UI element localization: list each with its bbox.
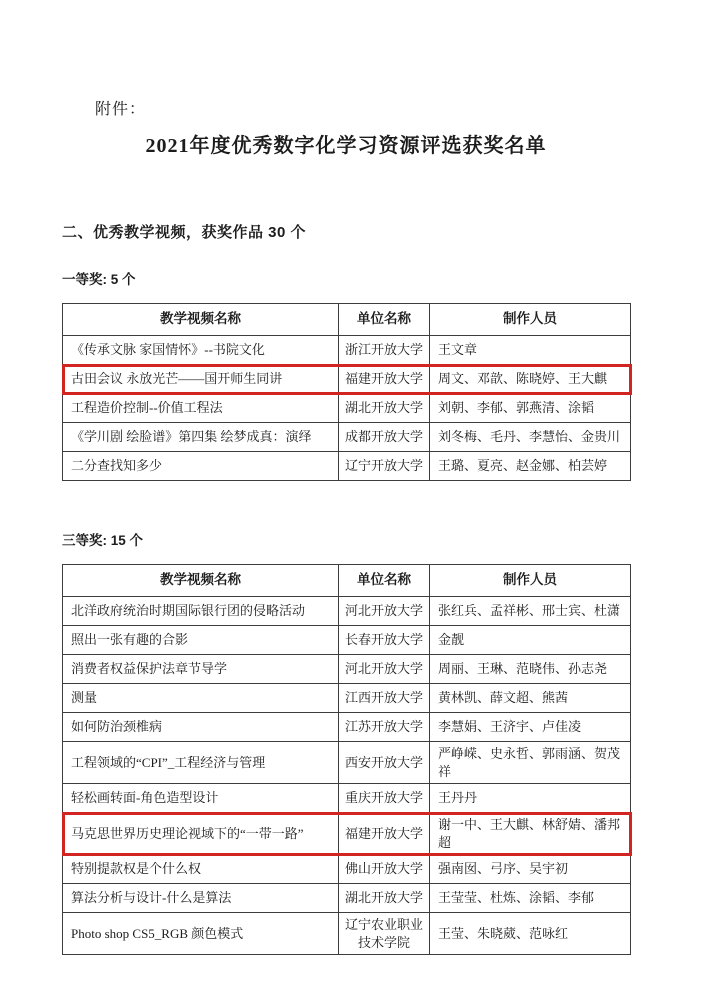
staff-cell: 黄林凯、薛文超、熊茜: [430, 684, 631, 713]
unit-name-cell: 辽宁农业职业技术学院: [339, 913, 430, 955]
video-name-cell: 《学川剧 绘脸谱》第四集 绘梦成真：演绎: [63, 423, 339, 452]
table-header-row: [63, 304, 631, 336]
table-row: [63, 855, 631, 884]
video-name-cell: 测量: [63, 684, 339, 713]
video-name-cell: 《传承文脉 家国情怀》--书院文化: [63, 336, 339, 365]
column-header-video: 教学视频名称: [63, 304, 339, 336]
first-prize-heading: 一等奖: 5 个: [62, 272, 136, 287]
unit-name-cell: 浙江开放大学: [339, 336, 430, 365]
unit-name-cell: 佛山开放大学: [339, 855, 430, 884]
table-row-highlighted: [63, 365, 631, 394]
column-header-staff: 制作人员: [430, 304, 631, 336]
video-name-cell: 工程造价控制--价值工程法: [63, 394, 339, 423]
table-row: [63, 884, 631, 913]
table-row: [63, 742, 631, 784]
video-name-cell: 特别提款权是个什么权: [63, 855, 339, 884]
video-name-cell: 古田会议 永放光芒——国开师生同讲: [63, 365, 339, 394]
unit-name-cell: 湖北开放大学: [339, 884, 430, 913]
video-name-cell: 二分查找知多少: [63, 452, 339, 481]
column-header-unit: 单位名称: [339, 304, 430, 336]
unit-name-cell: 成都开放大学: [339, 423, 430, 452]
column-header-video: 教学视频名称: [63, 565, 339, 597]
section-heading: 二、优秀教学视频，获奖作品 30 个: [62, 224, 307, 241]
unit-name-cell: 西安开放大学: [339, 742, 430, 784]
staff-cell: 王莹莹、杜炼、涂韬、李郁: [430, 884, 631, 913]
unit-name-cell: 重庆开放大学: [339, 784, 430, 813]
video-name-cell: 照出一张有趣的合影: [63, 626, 339, 655]
staff-cell: 严峥嵘、史永哲、郭雨涵、贺茂祥: [430, 742, 631, 784]
staff-cell: 刘朝、李郁、郭燕清、涂韬: [430, 394, 631, 423]
staff-cell: 刘冬梅、毛丹、李慧怡、金贵川: [430, 423, 631, 452]
unit-name-cell: 江西开放大学: [339, 684, 430, 713]
staff-cell: 张红兵、孟祥彬、邢士宾、杜潇: [430, 597, 631, 626]
page-title: 2021年度优秀数字化学习资源评选获奖名单: [145, 135, 547, 157]
table-row: [63, 713, 631, 742]
table-row: [63, 784, 631, 813]
unit-name-cell: 湖北开放大学: [339, 394, 430, 423]
video-name-cell: 轻松画转面-角色造型设计: [63, 784, 339, 813]
video-name-cell: 马克思世界历史理论视域下的“一带一路”: [63, 813, 339, 855]
attachment-label: 附件：: [95, 101, 147, 118]
video-name-cell: 北洋政府统治时期国际银行团的侵略活动: [63, 597, 339, 626]
video-name-cell: 如何防治颈椎病: [63, 713, 339, 742]
staff-cell: 李慧娟、王济宇、卢佳凌: [430, 713, 631, 742]
unit-name-cell: 河北开放大学: [339, 655, 430, 684]
staff-cell: 王丹丹: [430, 784, 631, 813]
table-row-highlighted: [63, 813, 631, 855]
staff-cell: 谢一中、王大麒、林舒婧、潘邦超: [430, 813, 631, 855]
staff-cell: 王璐、夏亮、赵金娜、柏芸婷: [430, 452, 631, 481]
table-row: [63, 423, 631, 452]
table-row: [63, 655, 631, 684]
table-row: [63, 394, 631, 423]
staff-cell: 王莹、朱晓葳、范咏红: [430, 913, 631, 955]
staff-cell: 金靓: [430, 626, 631, 655]
third-prize-table: [62, 564, 631, 955]
staff-cell: 王文章: [430, 336, 631, 365]
column-header-staff: 制作人员: [430, 565, 631, 597]
video-name-cell: 算法分析与设计-什么是算法: [63, 884, 339, 913]
unit-name-cell: 江苏开放大学: [339, 713, 430, 742]
unit-name-cell: 福建开放大学: [339, 813, 430, 855]
staff-cell: 强南囡、弓序、吴宇初: [430, 855, 631, 884]
third-prize-heading: 三等奖: 15 个: [62, 533, 144, 548]
unit-name-cell: 辽宁开放大学: [339, 452, 430, 481]
first-prize-table: [62, 303, 631, 481]
unit-name-cell: 福建开放大学: [339, 365, 430, 394]
table-row: [63, 336, 631, 365]
video-name-cell: Photo shop CS5_RGB 颜色模式: [63, 913, 339, 955]
table-row: [63, 452, 631, 481]
staff-cell: 周丽、王琳、范晓伟、孙志尧: [430, 655, 631, 684]
column-header-unit: 单位名称: [339, 565, 430, 597]
table-row: [63, 913, 631, 955]
table-header-row: [63, 565, 631, 597]
unit-name-cell: 河北开放大学: [339, 597, 430, 626]
table-row: [63, 597, 631, 626]
table-row: [63, 626, 631, 655]
table-row: [63, 684, 631, 713]
video-name-cell: 消费者权益保护法章节导学: [63, 655, 339, 684]
staff-cell: 周文、邓歆、陈晓婷、王大麒: [430, 365, 631, 394]
unit-name-cell: 长春开放大学: [339, 626, 430, 655]
video-name-cell: 工程领域的“CPI”_工程经济与管理: [63, 742, 339, 784]
